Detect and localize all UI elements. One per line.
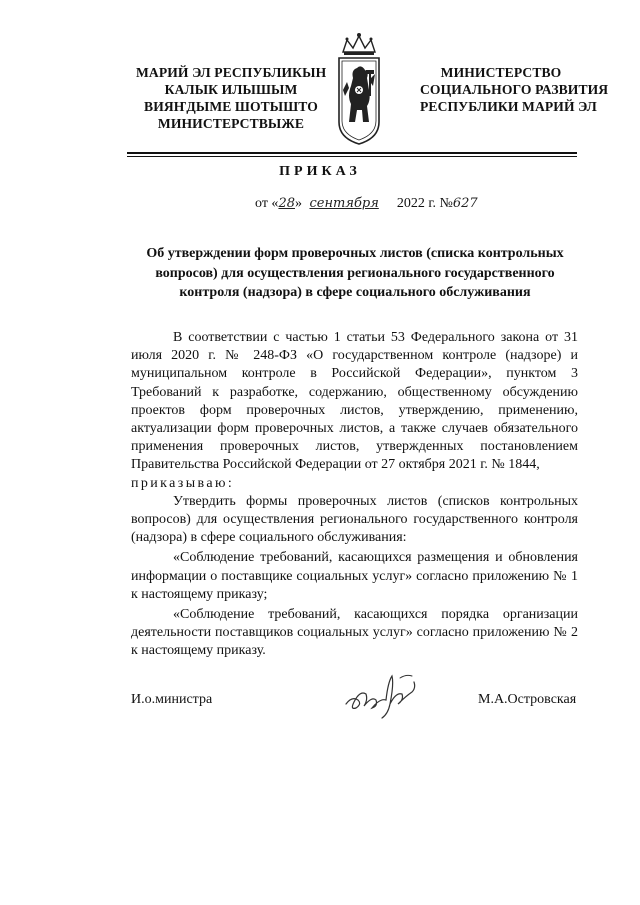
order-subject: Об утверждении форм проверочных листов (списка контрольных вопросов) для осуществления регионального государственного контроля (надзора) в сфере социального обслуживания — [146, 246, 564, 300]
coat-of-arms-icon — [333, 30, 385, 148]
header-left-line: МАРИЙ ЭЛ РЕСПУБЛИКЫН — [136, 65, 327, 80]
signatory-name: М.А.Островская — [478, 692, 577, 707]
header-rule-thick — [127, 152, 577, 154]
header-left-line: КАЛЫК ИЛЫШЫМ — [164, 82, 298, 97]
body-paragraph: В соответствии с частью 1 статьи 53 Федерального закона от 31 июля 2020 г. № 248-ФЗ «О государственном контроле (надзоре) и муниципальном контроле в Российской Федерации», пунктом 3 Требований к разработке, содержанию, общественному обсуждению проектов форм проверочных листов, утверждению, применению, актуализации форм проверочных листов, а также случаев обязательного применения проверочных листов, утвержденных постановлением Правительства Российской Федерации от 27 октября 2021 г. № 1844, — [131, 330, 578, 473]
header-left-mari — [136, 64, 326, 132]
order-date-line — [255, 196, 575, 212]
date-mid: » — [294, 196, 302, 211]
body-paragraph: Утвердить формы проверочных листов (списков контрольных вопросов) для осуществления регионального государственного контроля (надзора) в сфере социального обслуживания: — [131, 493, 578, 546]
handwritten-number: 627 — [452, 196, 478, 211]
order-title: ПРИКАЗ — [279, 164, 361, 179]
handwritten-month: сентября — [309, 196, 379, 211]
date-prefix: от « — [255, 196, 279, 211]
list-item: «Соблюдение требований, касающихся размещения и обновления информации о поставщике социальных услуг» согласно приложению № 1 к настоящему приказу; — [131, 550, 578, 602]
header-right-line: МИНИСТЕРСТВО — [440, 65, 562, 80]
list-item: «Соблюдение требований, касающихся порядка организации деятельности поставщиков социальных услуг» согласно приложению № 2 к настоящему приказу. — [131, 607, 578, 659]
handwritten-signature-icon — [342, 670, 432, 722]
header-right-line: РЕСПУБЛИКИ МАРИЙ ЭЛ — [420, 99, 597, 114]
header-right-line: СОЦИАЛЬНОГО РАЗВИТИЯ — [420, 82, 609, 97]
signatory-role: И.о.министра — [131, 692, 213, 707]
decree-word: приказываю: — [131, 475, 235, 491]
date-year: 2022 г. № — [396, 196, 453, 211]
header-left-line: МИНИСТЕРСТВЫЖЕ — [157, 116, 305, 131]
header-rule-thin — [127, 156, 577, 157]
header-right-russian — [420, 64, 609, 115]
order-body — [131, 329, 578, 661]
handwritten-day: 28 — [278, 196, 295, 211]
header-left-line: ВИЯҤДЫМЕ ШОТЫШТО — [144, 99, 318, 114]
